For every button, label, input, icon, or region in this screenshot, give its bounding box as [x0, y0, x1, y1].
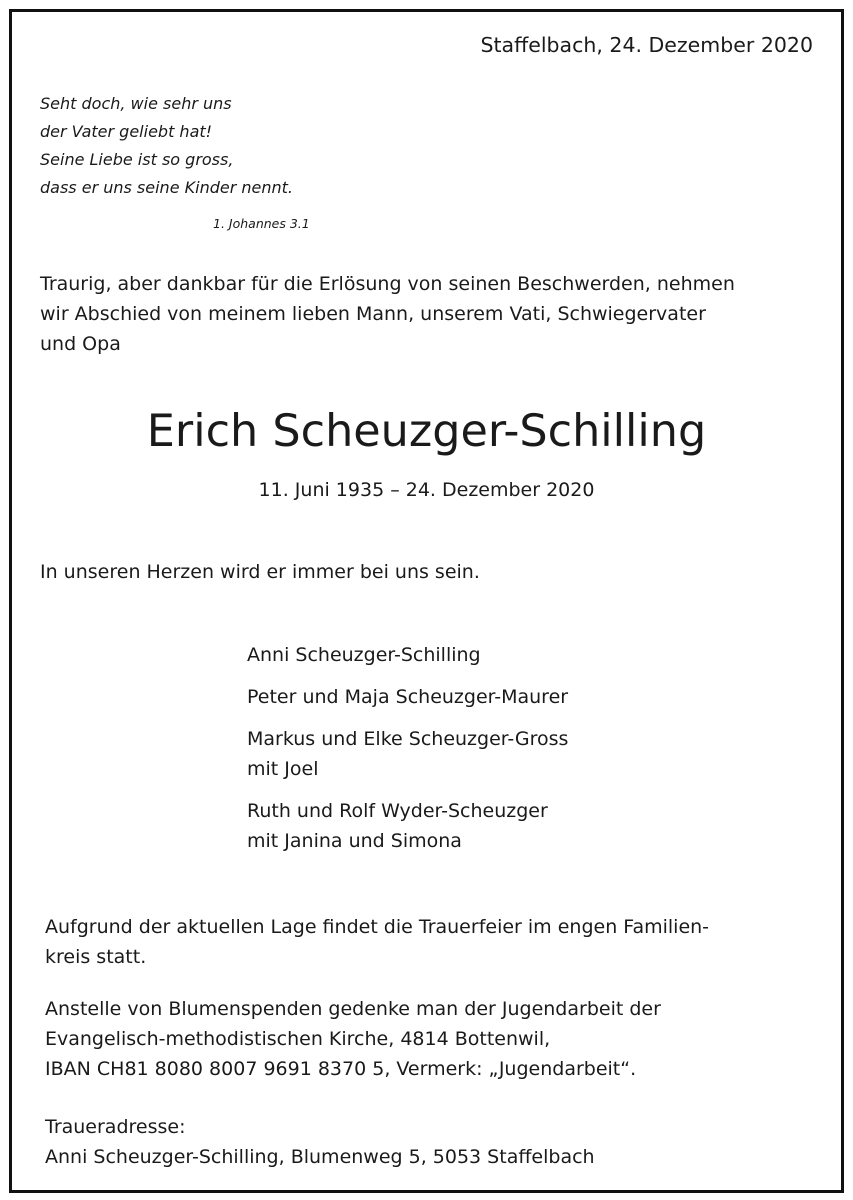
- verse-line: dass er uns seine Kinder nennt.: [40, 178, 293, 197]
- family-entry: [247, 682, 568, 712]
- family-member-name: Anni Scheuzger-Schilling: [247, 644, 481, 666]
- family-member-name: Ruth und Rolf Wyder-Scheuzger: [247, 800, 548, 822]
- remembrance-text: In unseren Herzen wird er immer bei uns sein.: [40, 561, 480, 583]
- bible-verse: [40, 90, 293, 202]
- family-member-children: mit Janina und Simona: [247, 830, 462, 852]
- ceremony-line: Aufgrund der aktuellen Lage findet die Trauerfeier im engen Familien-: [45, 916, 710, 938]
- intro-line: Traurig, aber dankbar für die Erlösung von seinen Beschwerden, nehmen: [40, 273, 735, 295]
- family-entry: [247, 796, 568, 856]
- donation-notice: [45, 994, 661, 1084]
- ceremony-notice: [45, 912, 709, 972]
- donation-line: Anstelle von Blumenspenden gedenke man der Jugendarbeit der: [45, 998, 661, 1020]
- family-member-name: Markus und Elke Scheuzger-Gross: [247, 728, 569, 750]
- verse-reference: 1. Johannes 3.1: [213, 216, 310, 231]
- donation-line: Evangelisch-methodistischen Kirche, 4814 Bottenwil,: [45, 1028, 551, 1050]
- family-entry: [247, 724, 568, 784]
- intro-line: wir Abschied von meinem lieben Mann, unserem Vati, Schwiegervater: [40, 303, 706, 325]
- address-label: Traueradresse:: [45, 1116, 186, 1138]
- family-member-name: Peter und Maja Scheuzger-Maurer: [247, 686, 569, 708]
- place-date: Staffelbach, 24. Dezember 2020: [480, 33, 813, 57]
- intro-line: und Opa: [40, 333, 121, 355]
- family-entry: [247, 640, 568, 670]
- verse-line: Seht doch, wie sehr uns: [40, 94, 232, 113]
- intro-text: [40, 269, 830, 359]
- ceremony-line: kreis statt.: [45, 946, 147, 968]
- family-member-children: mit Joel: [247, 758, 319, 780]
- verse-line: Seine Liebe ist so gross,: [40, 150, 234, 169]
- verse-line: der Vater geliebt hat!: [40, 122, 213, 141]
- donation-iban-line: IBAN CH81 8080 8007 9691 8370 5, Vermerk: „Jugendarbeit“.: [45, 1058, 637, 1080]
- lifespan-dates: 11. Juni 1935 – 24. Dezember 2020: [258, 479, 595, 501]
- address-value: Anni Scheuzger-Schilling, Blumenweg 5, 5053 Staffelbach: [45, 1146, 595, 1168]
- mourning-address: [45, 1112, 595, 1172]
- family-list: [247, 640, 568, 868]
- deceased-name: Erich Scheuzger-Schilling: [146, 406, 707, 457]
